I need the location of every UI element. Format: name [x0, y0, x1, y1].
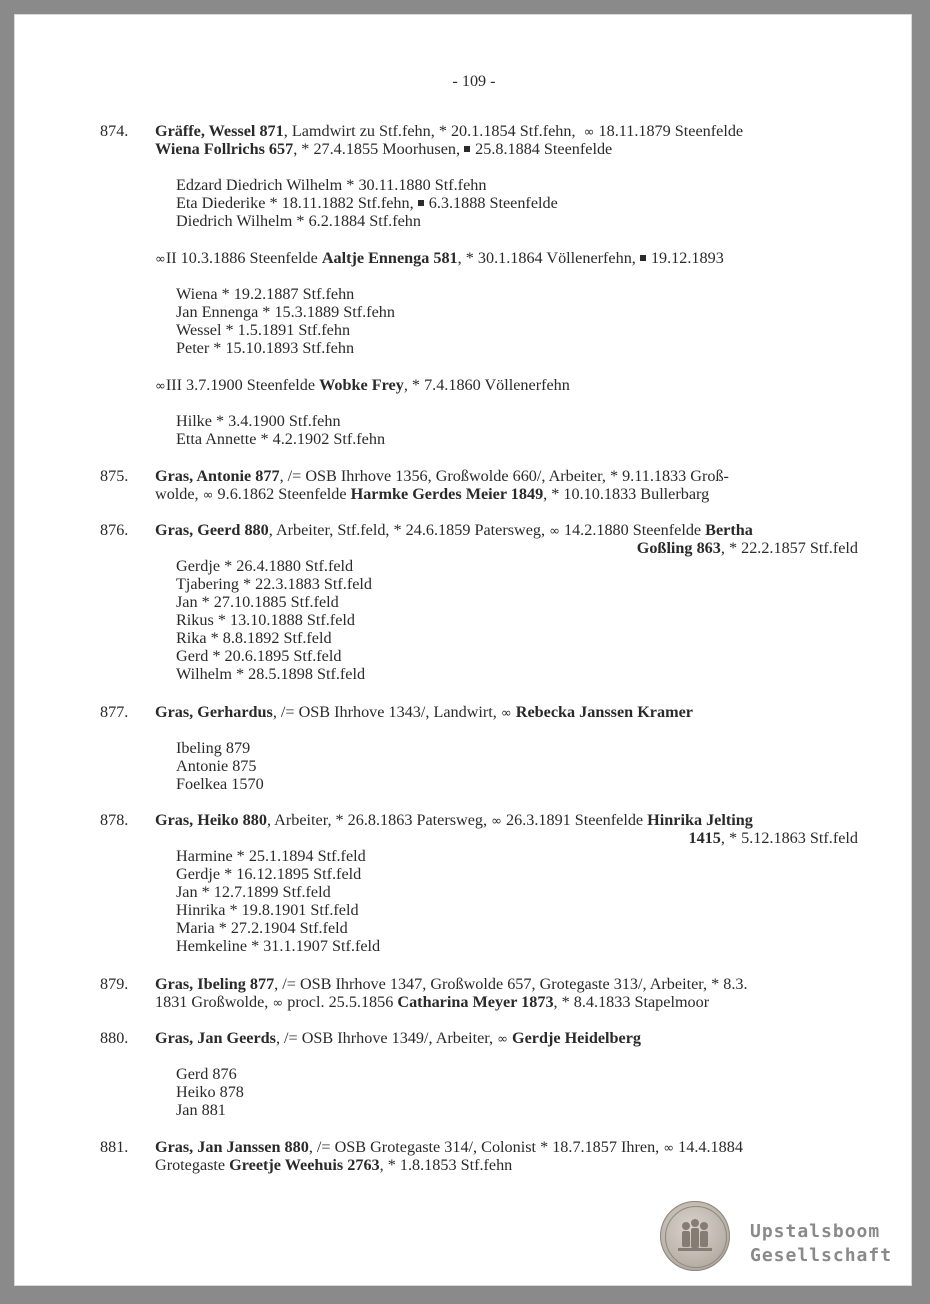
spouse-name: Greetje Weehuis 2763	[229, 1156, 380, 1174]
child-line: Rika * 8.8.1892 Stf.feld	[176, 629, 332, 647]
marriage-icon: ∞	[583, 125, 595, 140]
spouse-name: Goßling 863	[636, 539, 721, 557]
entry-879-line2: 1831 Großwolde, ∞ procl. 25.5.1856 Catharina Meyer 1873, * 8.4.1833 Stapelmoor	[155, 993, 710, 1011]
page-content	[14, 14, 912, 1286]
child-line: Peter * 15.10.1893 Stf.fehn	[176, 339, 355, 357]
entry-874-line1: Gräffe, Wessel 871, Lamdwirt zu Stf.fehn, * 20.1.1854 Stf.fehn, ∞ 18.11.1879 Steenfelde	[155, 122, 744, 140]
child-line: Gerdje * 16.12.1895 Stf.feld	[176, 865, 362, 883]
child-line: Harmine * 25.1.1894 Stf.feld	[176, 847, 366, 865]
child-line: Jan Ennenga * 15.3.1889 Stf.fehn	[176, 303, 395, 321]
child-line: Rikus * 13.10.1888 Stf.feld	[176, 611, 355, 629]
child-line: Diedrich Wilhelm * 6.2.1884 Stf.fehn	[176, 212, 421, 230]
entry-880-line1: Gras, Jan Geerds, /= OSB Ihrhove 1349/, Arbeiter, ∞ Gerdje Heidelberg	[155, 1029, 641, 1047]
entry-875-line2: wolde, ∞ 9.6.1862 Steenfelde Harmke Gerdes Meier 1849, * 10.10.1833 Bullerbarg	[155, 485, 710, 503]
child-line: Ibeling 879	[176, 739, 251, 757]
entry-number: 878.	[100, 811, 129, 829]
person-name: Gras, Antonie 877	[155, 467, 280, 485]
child-line: Wilhelm * 28.5.1898 Stf.feld	[176, 665, 366, 683]
marriage-icon: ∞	[155, 252, 166, 267]
child-line: Etta Annette * 4.2.1902 Stf.fehn	[176, 430, 386, 448]
spouse-name: 1415	[688, 829, 721, 847]
entry-878-line2: 1415, * 5.12.1863 Stf.feld	[688, 829, 858, 847]
entry-876-line2: Goßling 863, * 22.2.1857 Stf.feld	[636, 539, 858, 557]
child-line: Tjabering * 22.3.1883 Stf.feld	[176, 575, 373, 593]
person-name: Gras, Jan Janssen 880	[155, 1138, 309, 1156]
spouse-name: Gerdje Heidelberg	[507, 1029, 641, 1047]
page-number: - 109 -	[452, 72, 496, 90]
person-name: Gräffe, Wessel 871	[155, 122, 284, 140]
child-line: Gerd 876	[176, 1065, 237, 1083]
entry-number: 877.	[100, 703, 129, 721]
entry-number: 879.	[100, 975, 129, 993]
entry-875-line1: Gras, Antonie 877, /= OSB Ihrhove 1356, Großwolde 660/, Arbeiter, * 9.11.1833 Groß-	[155, 467, 729, 485]
spouse-name: Aaltje Ennenga 581	[321, 249, 458, 267]
marriage-icon: ∞	[155, 379, 166, 394]
spouse-name: Bertha	[705, 521, 753, 539]
child-line: Eta Diederike * 18.11.1882 Stf.fehn, 6.3.1888 Steenfelde	[176, 194, 558, 212]
entry-number: 875.	[100, 467, 129, 485]
marriage-icon: ∞	[497, 1032, 508, 1047]
child-line: Gerdje * 26.4.1880 Stf.feld	[176, 557, 354, 575]
marriage-icon: ∞	[549, 524, 560, 539]
child-line: Hinrika * 19.8.1901 Stf.feld	[176, 901, 359, 919]
child-line: Hilke * 3.4.1900 Stf.fehn	[176, 412, 341, 430]
entry-879-line1: Gras, Ibeling 877, /= OSB Ihrhove 1347, Großwolde 657, Grotegaste 313/, Arbeiter, * 8.3.	[155, 975, 748, 993]
spouse-name: Harmke Gerdes Meier 1849	[350, 485, 544, 503]
child-line: Gerd * 20.6.1895 Stf.feld	[176, 647, 342, 665]
entry-number: 874.	[100, 122, 129, 140]
spouse-name: Rebecka Janssen Kramer	[511, 703, 693, 721]
person-name: Gras, Jan Geerds	[155, 1029, 276, 1047]
document-page	[14, 14, 912, 1286]
person-name: Gras, Geerd 880	[155, 521, 269, 539]
entry-874-line2: Wiena Follrichs 657, * 27.4.1855 Moorhusen, 25.8.1884 Steenfelde	[155, 140, 613, 158]
organization-name	[750, 1220, 892, 1268]
seal-figures-icon	[660, 1201, 730, 1271]
entry-number: 881.	[100, 1138, 129, 1156]
society-seal-icon	[660, 1201, 730, 1271]
entry-number: 876.	[100, 521, 129, 539]
death-icon	[418, 200, 424, 206]
marriage-icon: ∞	[500, 706, 512, 721]
child-line: Jan 881	[176, 1101, 226, 1119]
person-name: Gras, Ibeling 877	[155, 975, 275, 993]
org-line-1: Upstalsboom	[750, 1221, 881, 1242]
child-line: Heiko 878	[176, 1083, 244, 1101]
marriage-icon: ∞	[663, 1141, 675, 1156]
child-line: Hemkeline * 31.1.1907 Stf.feld	[176, 937, 381, 955]
spouse-name: Catharina Meyer 1873	[397, 993, 554, 1011]
child-line: Wessel * 1.5.1891 Stf.fehn	[176, 321, 351, 339]
entry-number: 880.	[100, 1029, 129, 1047]
child-line: Foelkea 1570	[176, 775, 264, 793]
child-line: Edzard Diedrich Wilhelm * 30.11.1880 Stf.fehn	[176, 176, 487, 194]
child-line: Jan * 27.10.1885 Stf.feld	[176, 593, 339, 611]
marriage-icon: ∞	[202, 488, 214, 503]
marriage-icon: ∞	[272, 996, 284, 1011]
marriage-line-2: ∞II 10.3.1886 Steenfelde Aaltje Ennenga 581, * 30.1.1864 Völlenerfehn, 19.12.1893	[155, 249, 724, 267]
marriage-line-3: ∞III 3.7.1900 Steenfelde Wobke Frey, * 7.4.1860 Völlenerfehn	[155, 376, 570, 394]
child-line: Antonie 875	[176, 757, 257, 775]
child-line: Jan * 12.7.1899 Stf.feld	[176, 883, 331, 901]
person-name: Gras, Heiko 880	[155, 811, 267, 829]
org-line-2: Gesellschaft	[750, 1245, 893, 1266]
entry-881-line1: Gras, Jan Janssen 880, /= OSB Grotegaste 314/, Colonist * 18.7.1857 Ihren, ∞ 14.4.1884	[155, 1138, 743, 1156]
child-line: Wiena * 19.2.1887 Stf.fehn	[176, 285, 355, 303]
marriage-icon: ∞	[491, 814, 502, 829]
child-line: Maria * 27.2.1904 Stf.feld	[176, 919, 348, 937]
spouse-name: Wiena Follrichs 657	[155, 140, 294, 158]
entry-877-line1: Gras, Gerhardus, /= OSB Ihrhove 1343/, Landwirt, ∞ Rebecka Janssen Kramer	[155, 703, 693, 721]
entry-876-line1: Gras, Geerd 880, Arbeiter, Stf.feld, * 24.6.1859 Patersweg, ∞ 14.2.1880 Steenfelde Bertha	[155, 521, 753, 539]
person-name: Gras, Gerhardus	[155, 703, 273, 721]
entry-881-line2: Grotegaste Greetje Weehuis 2763, * 1.8.1853 Stf.fehn	[155, 1156, 513, 1174]
entry-878-line1: Gras, Heiko 880, Arbeiter, * 26.8.1863 Patersweg, ∞ 26.3.1891 Steenfelde Hinrika Jelting	[155, 811, 753, 829]
spouse-name: Hinrika Jelting	[647, 811, 753, 829]
death-icon	[640, 255, 646, 261]
death-icon	[464, 146, 470, 152]
spouse-name: Wobke Frey	[319, 376, 404, 394]
